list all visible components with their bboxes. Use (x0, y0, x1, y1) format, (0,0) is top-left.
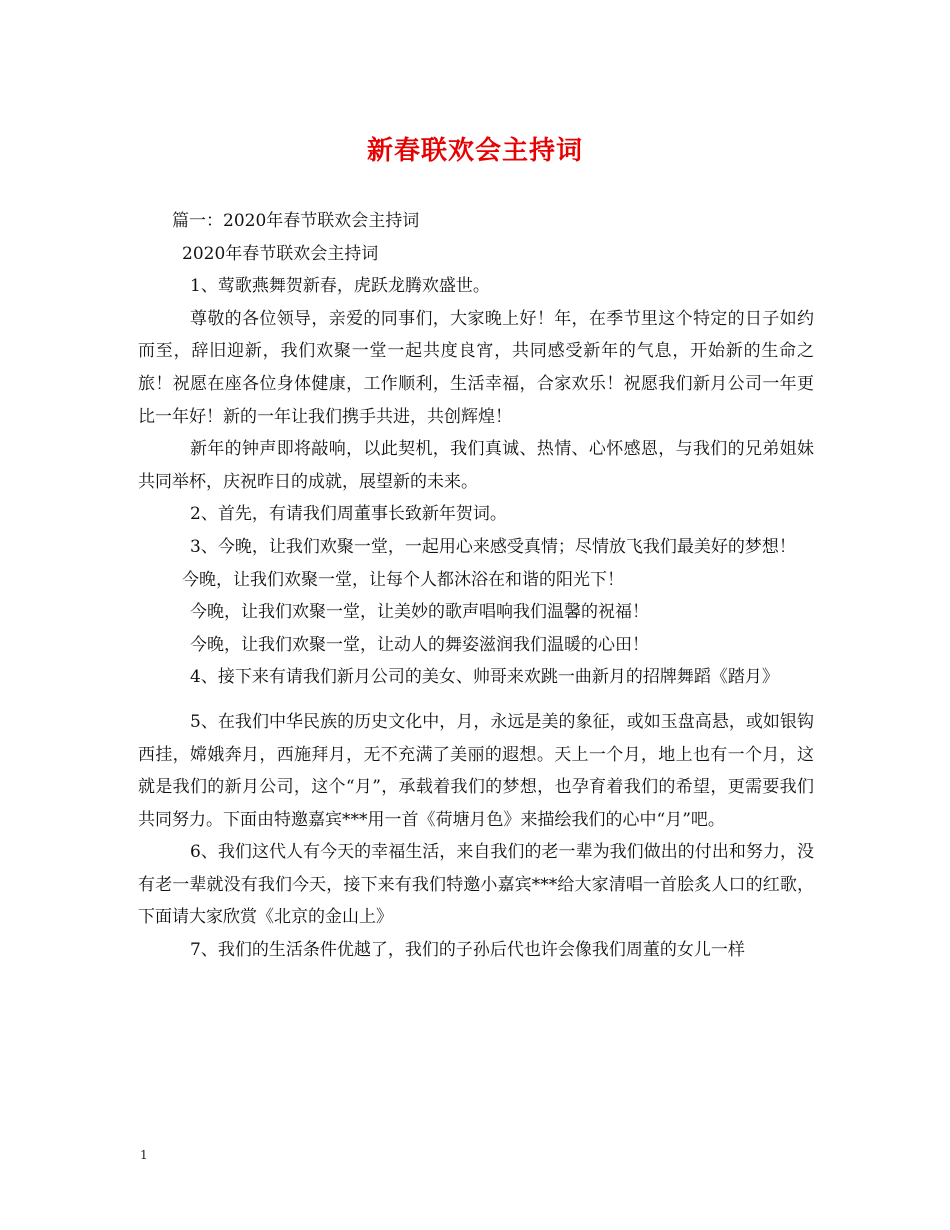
page-number: 1 (140, 1148, 148, 1162)
paragraph-3: 3、今晚，让我们欢聚一堂，一起用心来感受真情；尽情放飞我们最美好的梦想！ (190, 536, 796, 557)
section-heading: 篇一：2020年春节联欢会主持词 (172, 211, 420, 231)
paragraph-welcome: 尊敬的各位领导，亲爱的同事们，大家晚上好！年，在季节里这个特定的日子如约而至，辞旧迎新，我们欢聚一堂一起共度良宵，共同感受新年的气息，开始新的生命之旅！祝愿在座各位身体健康，工作顺利，生活幸福，合家欢乐！祝愿我们新月公司一年更比一年好！新的一年让我们携手共进，共创辉煌！ (138, 308, 814, 427)
paragraph-2: 2、首先，有请我们周董事长致新年贺词。 (190, 504, 507, 525)
document-body (138, 205, 814, 967)
tonight-line-3: 今晚，让我们欢聚一堂，让动人的舞姿滋润我们温暖的心田！ (190, 634, 649, 655)
subheading: 2020年春节联欢会主持词 (182, 243, 379, 264)
paragraph-7: 7、我们的生活条件优越了，我们的子孙后代也许会像我们周董的女儿一样 (190, 940, 745, 961)
tonight-line-1: 今晚，让我们欢聚一堂，让每个人都沐浴在和谐的阳光下！ (182, 569, 624, 590)
paragraph-6: 6、我们这代人有今天的幸福生活，来自我们的老一辈为我们做出的付出和努力，没有老一辈就没有我们今天，接下来有我们特邀小嘉宾***给大家清唱一首脍炙人口的红歌，下面请大家欣赏《北京的金山上》 (138, 842, 814, 928)
paragraph-4: 4、接下来有请我们新月公司的美女、帅哥来欢跳一曲新月的招牌舞蹈《踏月》 (190, 667, 779, 688)
paragraph-1: 1、莺歌燕舞贺新春，虎跃龙腾欢盛世。 (190, 276, 490, 297)
paragraph-5: 5、在我们中华民族的历史文化中，月，永远是美的象征，或如玉盘高悬，或如银钩西挂，嫦娥奔月，西施拜月，无不充满了美丽的遐想。天上一个月，地上也有一个月，这就是我们的新月公司，这个“月”，承载着我们的梦想，也孕育着我们的希望，更需要我们共同努力。下面由特邀嘉宾***用一首《荷塘月色》来描绘我们的心中“月”吧。 (138, 711, 814, 830)
document-title: 新春联欢会主持词 (366, 136, 583, 166)
paragraph-new-year-bell: 新年的钟声即将敲响，以此契机，我们真诚、热情、心怀感恩，与我们的兄弟姐妹共同举杯，庆祝昨日的成就，展望新的未来。 (138, 439, 814, 492)
tonight-line-2: 今晚，让我们欢聚一堂，让美妙的歌声唱响我们温馨的祝福！ (190, 602, 649, 623)
